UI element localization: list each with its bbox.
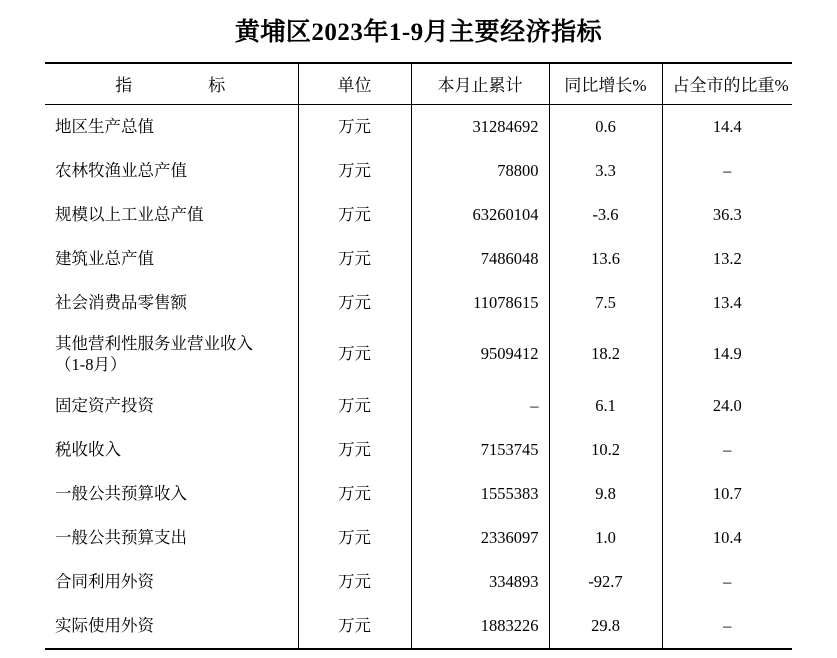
cell-indicator: 社会消费品零售额 <box>55 292 187 312</box>
cell-indicator: 固定资产投资 <box>55 396 154 416</box>
table-row <box>45 237 792 281</box>
table-header-row <box>45 63 792 105</box>
cell-unit: 万元 <box>298 428 411 472</box>
cell-unit: 万元 <box>298 516 411 560</box>
cell-growth: 29.8 <box>549 604 662 649</box>
table-row <box>45 325 792 384</box>
cell-cumulative: 7486048 <box>411 237 549 281</box>
cell-share: – <box>662 428 792 472</box>
cell-indicator: 规模以上工业总产值 <box>55 204 204 224</box>
column-header-share: 占全市的比重% <box>662 63 792 105</box>
cell-share: – <box>662 560 792 604</box>
cell-cumulative: 1883226 <box>411 604 549 649</box>
cell-indicator: 一般公共预算收入 <box>55 484 187 504</box>
table-row <box>45 516 792 560</box>
page-title: 黄埔区2023年1-9月主要经济指标 <box>234 19 603 46</box>
cell-growth: 0.6 <box>549 105 662 150</box>
cell-unit: 万元 <box>298 149 411 193</box>
cell-growth: -3.6 <box>549 193 662 237</box>
cell-growth: 6.1 <box>549 384 662 428</box>
column-header-indicator <box>45 63 298 105</box>
cell-growth: 18.2 <box>549 325 662 384</box>
cell-cumulative: – <box>411 384 549 428</box>
table-row <box>45 604 792 649</box>
cell-unit: 万元 <box>298 281 411 325</box>
cell-share: 13.2 <box>662 237 792 281</box>
cell-share: 24.0 <box>662 384 792 428</box>
cell-indicator-line1: 其他营利性服务业营业收入 <box>55 334 253 353</box>
cell-share: – <box>662 149 792 193</box>
table-body <box>45 105 792 650</box>
cell-indicator: 实际使用外资 <box>45 604 298 649</box>
cell-growth: 10.2 <box>549 428 662 472</box>
cell-growth: 7.5 <box>549 281 662 325</box>
cell-unit: 万元 <box>298 237 411 281</box>
cell-unit: 万元 <box>298 193 411 237</box>
cell-indicator: 一般公共预算支出 <box>55 528 187 548</box>
cell-growth: 3.3 <box>549 149 662 193</box>
cell-share: 14.9 <box>662 325 792 384</box>
cell-unit: 万元 <box>298 604 411 649</box>
cell-indicator-line2: （1-8月） <box>55 354 127 374</box>
cell-unit: 万元 <box>298 560 411 604</box>
cell-unit: 万元 <box>298 472 411 516</box>
cell-growth: 1.0 <box>549 516 662 560</box>
cell-unit: 万元 <box>298 325 411 384</box>
table-row <box>45 560 792 604</box>
table-row <box>45 428 792 472</box>
cell-unit: 万元 <box>298 105 411 150</box>
cell-share: 14.4 <box>662 105 792 150</box>
table-row <box>45 105 792 150</box>
cell-cumulative: 2336097 <box>411 516 549 560</box>
cell-share: 10.7 <box>662 472 792 516</box>
cell-indicator: 农林牧渔业总产值 <box>55 160 187 180</box>
cell-growth: 9.8 <box>549 472 662 516</box>
cell-share: 36.3 <box>662 193 792 237</box>
cell-cumulative: 7153745 <box>411 428 549 472</box>
cell-cumulative: 31284692 <box>411 105 549 150</box>
cell-growth: -92.7 <box>549 560 662 604</box>
table-row <box>45 193 792 237</box>
cell-indicator: 税收收入 <box>55 440 121 460</box>
table-row <box>45 281 792 325</box>
cell-cumulative: 11078615 <box>411 281 549 325</box>
cell-cumulative: 1555383 <box>411 472 549 516</box>
table-header <box>45 63 792 105</box>
table-row <box>45 149 792 193</box>
column-header-unit: 单位 <box>298 63 411 105</box>
cell-cumulative: 9509412 <box>411 325 549 384</box>
cell-indicator: 地区生产总值 <box>55 116 154 136</box>
cell-share: 13.4 <box>662 281 792 325</box>
economic-indicators-table <box>45 62 792 650</box>
table-row <box>45 472 792 516</box>
cell-indicator: 合同利用外资 <box>55 572 154 592</box>
cell-cumulative: 334893 <box>411 560 549 604</box>
cell-share: – <box>662 604 792 649</box>
column-header-indicator-label: 指 标 <box>115 76 240 95</box>
cell-indicator: 建筑业总产值 <box>55 248 154 268</box>
cell-cumulative: 78800 <box>411 149 549 193</box>
column-header-cumulative: 本月止累计 <box>411 63 549 105</box>
cell-share: 10.4 <box>662 516 792 560</box>
cell-indicator <box>45 325 298 384</box>
column-header-growth: 同比增长% <box>549 63 662 105</box>
table-row <box>45 384 792 428</box>
cell-unit: 万元 <box>298 384 411 428</box>
cell-cumulative: 63260104 <box>411 193 549 237</box>
cell-growth: 13.6 <box>549 237 662 281</box>
